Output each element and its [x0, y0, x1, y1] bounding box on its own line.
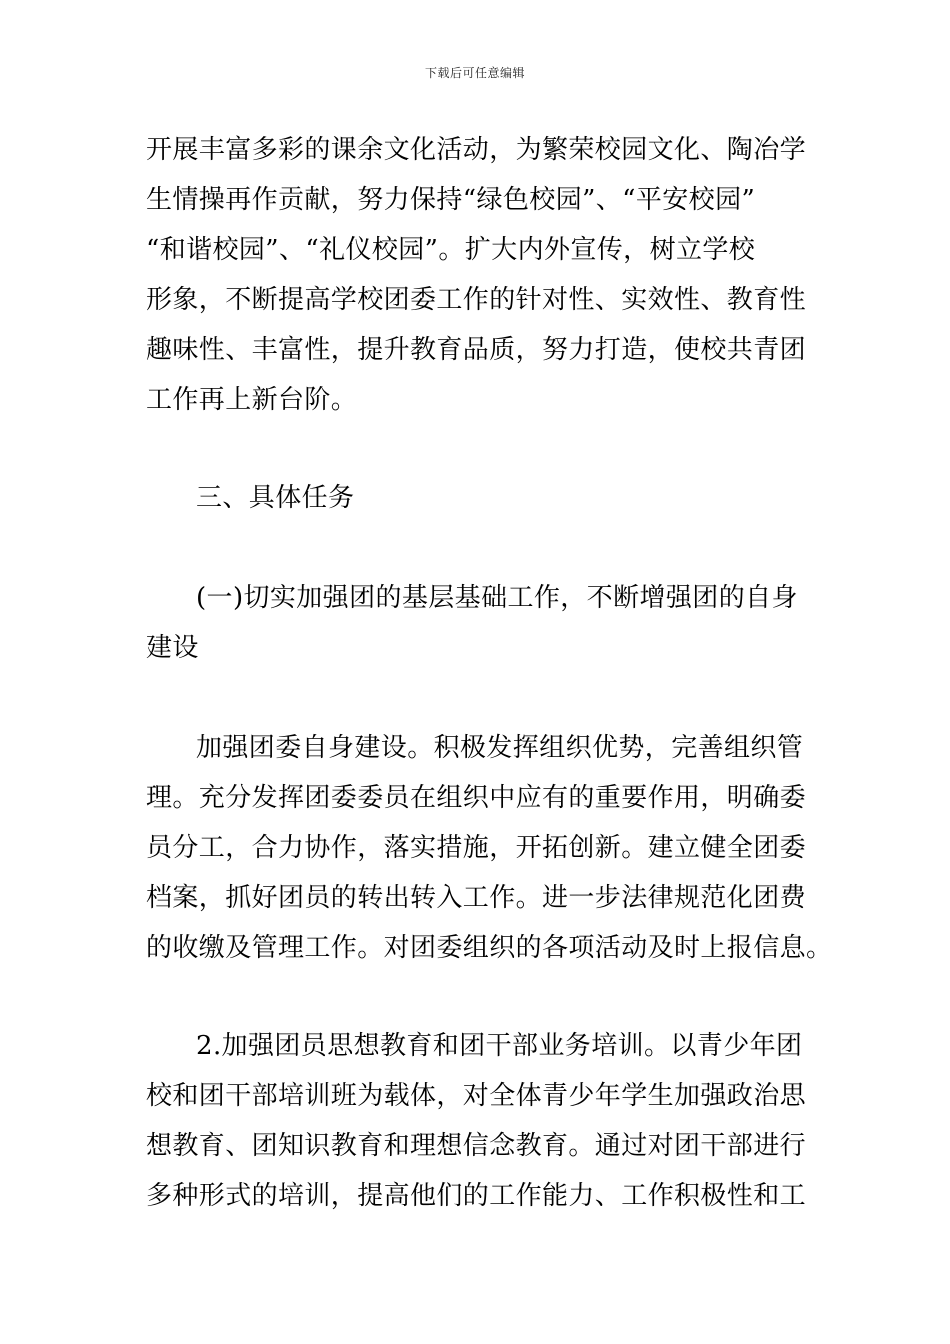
page-header: 下载后可任意编辑 — [424, 66, 525, 80]
text-line: 形象，不断提高学校团委工作的针对性、实效性、教育性 — [146, 285, 807, 315]
section-heading: 三、具体任务 — [196, 483, 355, 513]
text-line: 开展丰富多彩的课余文化活动，为繁荣校园文化、陶冶学 — [146, 135, 807, 165]
subsection-heading: (一)切实加强团的基层基础工作，不断增强团的自身 — [196, 583, 798, 613]
text-line: 生情操再作贡献，努力保持“绿色校园”、“平安校园” — [146, 185, 756, 215]
text-line: 工作再上新台阶。 — [146, 385, 358, 415]
text-line: 员分工，合力协作，落实措施，开拓创新。建立健全团委 — [146, 833, 807, 863]
text-line: 校和团干部培训班为载体，对全体青少年学生加强政治思 — [146, 1081, 807, 1111]
text-line: 理。充分发挥团委委员在组织中应有的重要作用，明确委 — [146, 783, 807, 813]
text-line: 趣味性、丰富性，提升教育品质，努力打造，使校共青团 — [146, 335, 807, 365]
text-line: 档案，抓好团员的转出转入工作。进一步法律规范化团费 — [146, 883, 807, 913]
text-line: 加强团委自身建设。积极发挥组织优势，完善组织管 — [196, 733, 804, 763]
text-line: 想教育、团知识教育和理想信念教育。通过对团干部进行 — [146, 1131, 807, 1161]
text-line: 2.加强团员思想教育和团干部业务培训。以青少年团 — [196, 1031, 803, 1061]
text-line: 多种形式的培训，提高他们的工作能力、工作积极性和工 — [146, 1181, 807, 1211]
text-line: 的收缴及管理工作。对团委组织的各项活动及时上报信息。 — [146, 933, 833, 963]
subsection-heading-continued: 建设 — [146, 633, 199, 663]
text-line: “和谐校园”、“礼仪校园”。扩大内外宣传，树立学校 — [146, 235, 756, 265]
